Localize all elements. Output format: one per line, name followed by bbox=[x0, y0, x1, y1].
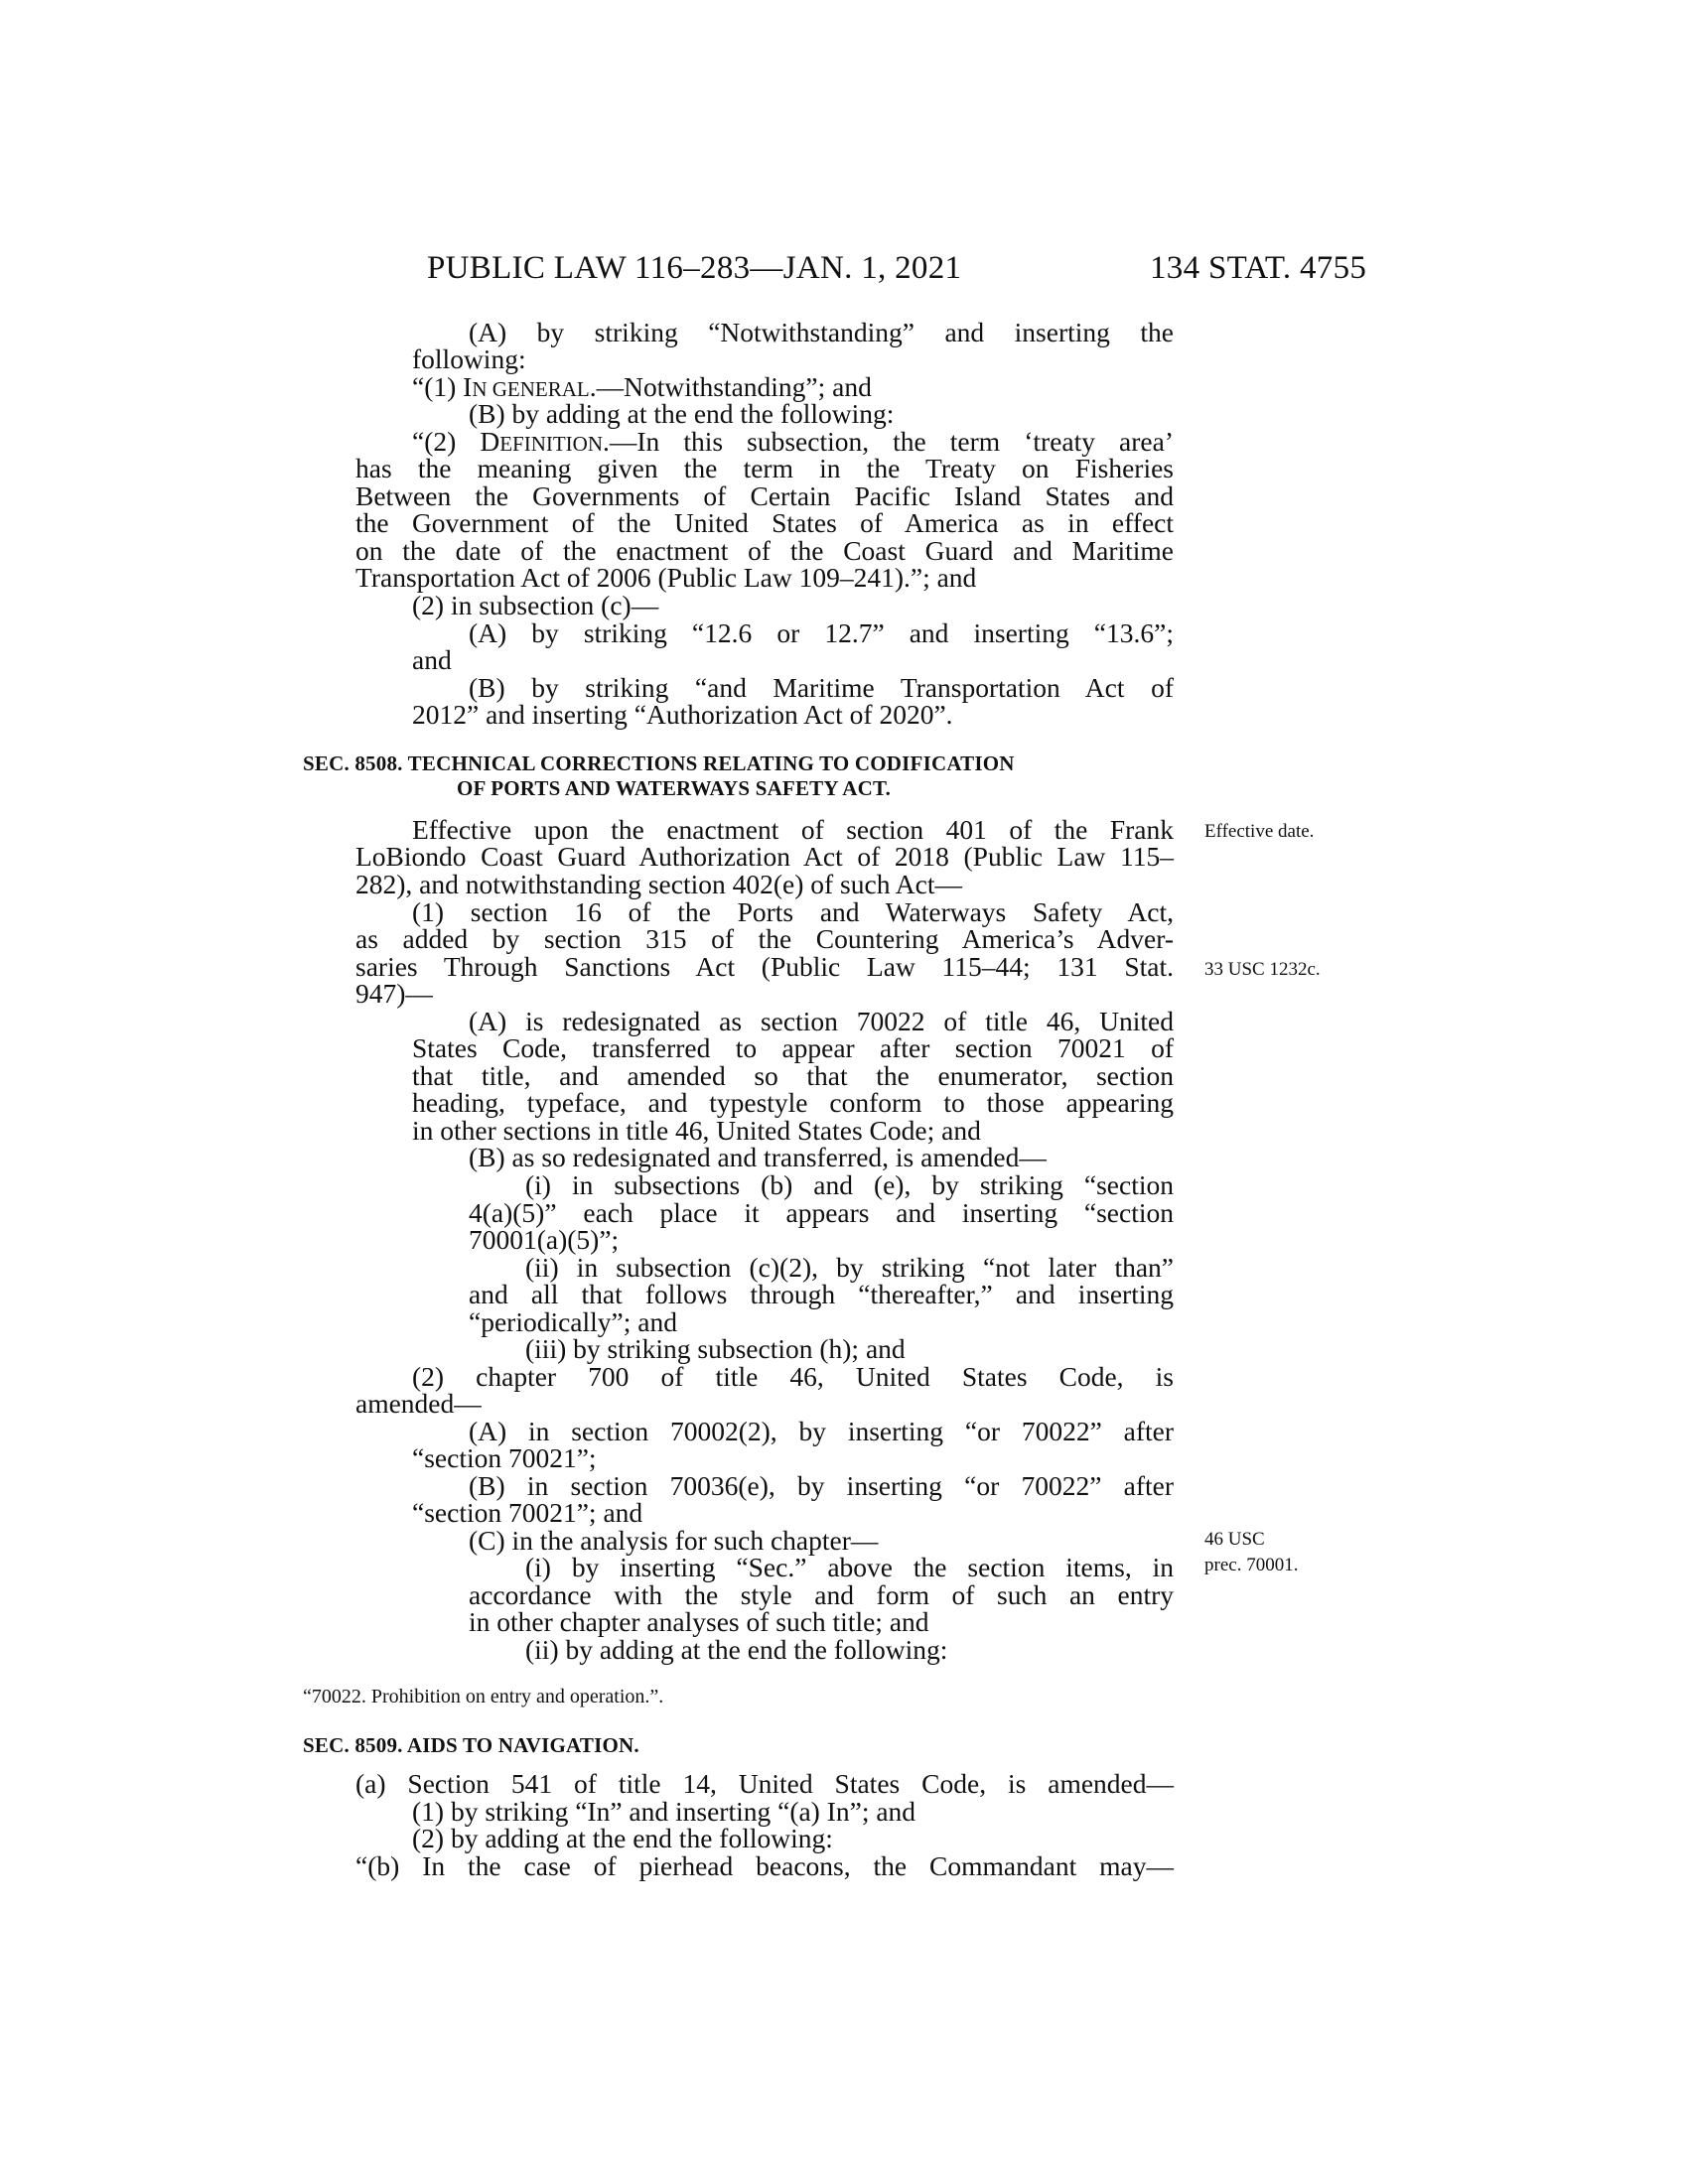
margin-note-usc-citation: 46 USC bbox=[1204, 1529, 1265, 1550]
text-run: .—Notwithstanding”; and bbox=[589, 371, 872, 402]
text-line: accordance with the style and form of such an entry bbox=[469, 1579, 1174, 1610]
text-line: (2) by adding at the end the following: bbox=[412, 1823, 833, 1853]
text-run: “(1) I bbox=[412, 371, 473, 402]
running-header-page-number: 134 STAT. 4755 bbox=[1150, 250, 1367, 286]
text-line: following: bbox=[412, 343, 526, 374]
margin-note-usc-citation-continued: prec. 70001. bbox=[1204, 1555, 1299, 1575]
text-line: (A) in section 70002(2), by inserting “or 70022” after bbox=[469, 1416, 1174, 1446]
text-line: Effective upon the enactment of section 401 of the Frank bbox=[412, 814, 1174, 845]
running-header-title: PUBLIC LAW 116–283—JAN. 1, 2021 bbox=[427, 250, 962, 286]
text-line: has the meaning given the term in the Treaty on Fisheries bbox=[355, 453, 1174, 483]
text-line: (B) as so redesignated and transferred, is amended— bbox=[469, 1142, 1047, 1172]
text-line: (2) in subsection (c)— bbox=[412, 590, 659, 620]
text-line: (iii) by striking subsection (h); and bbox=[525, 1333, 906, 1364]
text-line: (ii) by adding at the end the following: bbox=[525, 1634, 948, 1665]
text-line: (B) by striking “and Maritime Transportation Act of bbox=[469, 672, 1174, 703]
text-line: (i) in subsections (b) and (e), by striking “section bbox=[525, 1169, 1174, 1200]
text-run: .—In this subsection, the term ‘treaty area’ bbox=[603, 426, 1174, 457]
text-line: Transportation Act of 2006 (Public Law 109–241).”; and bbox=[355, 562, 977, 593]
text-line: saries Through Sanctions Act (Public Law 115–44; 131 Stat. bbox=[355, 951, 1174, 982]
text-line: (C) in the analysis for such chapter— bbox=[469, 1525, 879, 1556]
text-line: in other chapter analyses of such title; and bbox=[469, 1606, 929, 1637]
margin-note-usc-citation: 33 USC 1232c. bbox=[1204, 959, 1321, 980]
text-run: “(2) D bbox=[412, 426, 500, 457]
text-line: 947)— bbox=[355, 978, 433, 1009]
text-line: “(b) In the case of pierhead beacons, the Commandant may— bbox=[355, 1850, 1174, 1881]
margin-note-effective-date: Effective date. bbox=[1204, 821, 1315, 842]
text-line: States Code, transferred to appear after section 70021 of bbox=[412, 1032, 1174, 1063]
small-caps-run: N GENERAL bbox=[472, 377, 590, 401]
inserted-analysis-item: “70022. Prohibition on entry and operation.”. bbox=[303, 1686, 664, 1707]
text-line: 2012” and inserting “Authorization Act of 2020”. bbox=[412, 699, 953, 730]
text-line: 70001(a)(5)”; bbox=[469, 1224, 620, 1255]
text-line: Between the Governments of Certain Pacific Island States and bbox=[355, 480, 1174, 511]
text-line: (1) by striking “In” and inserting “(a) In”; and bbox=[412, 1796, 916, 1827]
section-heading-8508-continued: OF PORTS AND WATERWAYS SAFETY ACT. bbox=[457, 776, 892, 800]
text-line: the Government of the United States of America as in effect bbox=[355, 507, 1174, 538]
text-line: (B) by adding at the end the following: bbox=[469, 398, 895, 429]
section-heading-8509: SEC. 8509. AIDS TO NAVIGATION. bbox=[303, 1733, 639, 1757]
text-line: 282), and notwithstanding section 402(e) of such Act— bbox=[355, 869, 963, 899]
text-line: amended— bbox=[355, 1388, 482, 1419]
text-line: (B) in section 70036(e), by inserting “or 70022” after bbox=[469, 1470, 1174, 1501]
text-line: (A) by striking “12.6 or 12.7” and inserting “13.6”; bbox=[469, 617, 1174, 648]
text-line: (1) section 16 of the Ports and Waterways Safety Act, bbox=[412, 896, 1174, 927]
section-heading-8508: SEC. 8508. TECHNICAL CORRECTIONS RELATING TO CODIFICATION bbox=[303, 751, 1015, 775]
text-line: (i) by inserting “Sec.” above the section items, in bbox=[525, 1552, 1174, 1582]
text-line: heading, typeface, and typestyle conform to those appearing bbox=[412, 1087, 1174, 1118]
text-line: and bbox=[412, 644, 452, 675]
text-line: 4(a)(5)” each place it appears and inserting “section bbox=[469, 1197, 1174, 1228]
text-line: “section 70021”; bbox=[412, 1442, 597, 1473]
text-line: that title, and amended so that the enumerator, section bbox=[412, 1060, 1174, 1091]
text-line: “section 70021”; and bbox=[412, 1497, 643, 1528]
text-line: LoBiondo Coast Guard Authorization Act of 2018 (Public Law 115– bbox=[355, 841, 1174, 872]
text-line: on the date of the enactment of the Coast Guard and Maritime bbox=[355, 535, 1174, 566]
text-line: and all that follows through “thereafter,” and inserting bbox=[469, 1279, 1174, 1309]
small-caps-run: EFINITION bbox=[499, 432, 603, 456]
text-line: (2) chapter 700 of title 46, United States Code, is bbox=[412, 1361, 1174, 1392]
text-line: (ii) in subsection (c)(2), by striking “not later than” bbox=[525, 1252, 1174, 1283]
text-line: (A) is redesignated as section 70022 of title 46, United bbox=[469, 1006, 1174, 1036]
text-line: “periodically”; and bbox=[469, 1306, 677, 1337]
text-line: as added by section 315 of the Countering America’s Adver- bbox=[355, 923, 1174, 954]
text-line: (A) by striking “Notwithstanding” and inserting the bbox=[469, 317, 1174, 347]
text-line: (a) Section 541 of title 14, United States Code, is amended— bbox=[355, 1768, 1174, 1799]
text-line: in other sections in title 46, United States Code; and bbox=[412, 1115, 981, 1146]
